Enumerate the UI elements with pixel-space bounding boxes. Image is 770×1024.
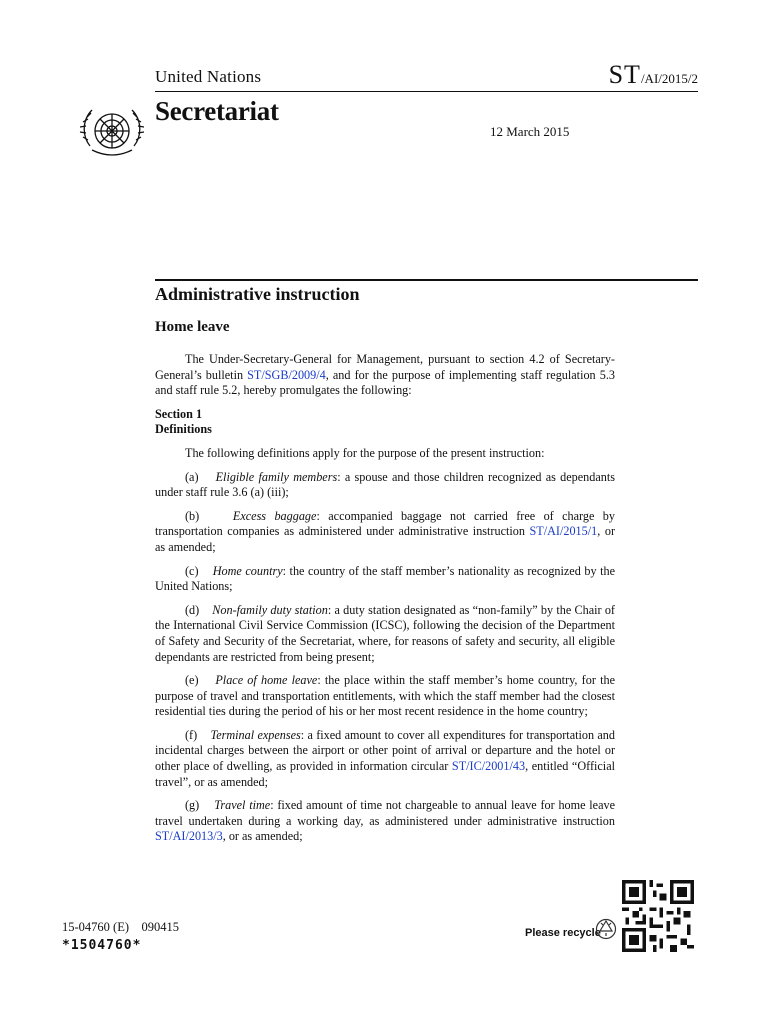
- recycle-icon: [595, 918, 617, 940]
- definition-term: Excess baggage: [232, 508, 317, 523]
- document-date: 12 March 2015: [490, 124, 570, 139]
- date-code: 090415: [141, 920, 179, 934]
- definition-item: (g) Travel time: fixed amount of time not chargeable to annual leave for home leave travel undertaken during a working day, as administered under administrative instruction ST/AI/2013/3, or as amended;: [155, 798, 616, 844]
- document-body: [155, 352, 615, 853]
- definition-term: Travel time: [214, 798, 271, 813]
- definition-item: (a) Eligible family members: a spouse and those children recognized as dependants under staff rule 3.6 (a) (iii);: [155, 469, 615, 500]
- link-st-ai-2015-1[interactable]: ST/AI/2015/1: [529, 524, 598, 539]
- link-st-sgb-2009-4[interactable]: ST/SGB/2009/4: [247, 367, 326, 382]
- intro-paragraph: The Under-Secretary-General for Management, pursuant to section 4.2 of Secretary-General’s bulletin ST/SGB/2009/4, and for the purpose of implementing staff regulation 5.3 and staff rule 5.2, hereby promulgates the following:: [155, 352, 615, 398]
- barcode-number: *1504760*: [62, 938, 142, 953]
- section-title: Definitions: [155, 422, 212, 437]
- document-symbol: [609, 60, 698, 90]
- definitions-intro: The following definitions apply for the purpose of the present instruction:: [185, 445, 545, 460]
- definition-item: (d) Non-family duty station: a duty station designated as “non-family” by the Chair of the International Civil Service Commission (ICSC), following the decision of the Department of Safety and Security of the Secretariat, where, for reasons of safety and security, all eligible dependants are restricted from being present;: [155, 602, 615, 664]
- document-type: Administrative instruction: [155, 284, 360, 304]
- definition-item: (f) Terminal expenses: a fixed amount to cover all expenditures for transportation and incidental charges between the airport or other point of arrival or departure and the hotel or other place of dwelling, as provided in information circular ST/IC/2001/43, entitled “Official travel”, or as amended;: [155, 727, 615, 789]
- link-st-ai-2013-3[interactable]: ST/AI/2013/3: [155, 829, 223, 844]
- job-number: 15-04760 (E) 090415: [62, 920, 179, 934]
- definition-term: Non-family duty station: [212, 602, 328, 617]
- document-subject: Home leave: [155, 319, 230, 335]
- recycle-label: Please recycle: [525, 927, 601, 939]
- definition-term: Home country: [212, 563, 283, 578]
- definition-item: (e) Place of home leave: the place within the staff member’s home country, for the purpose of travel and transportation entitlements, with which the staff member had the closest residential ties during the period of his or her most recent residence in the home country;: [155, 673, 615, 719]
- symbol-rest: /AI/2015/2: [640, 71, 698, 86]
- definition-item: (c) Home country: the country of the staff member’s nationality as recognized by the United Nations;: [155, 563, 615, 594]
- qr-code-icon: [622, 880, 694, 952]
- section-number: Section 1: [155, 406, 203, 421]
- symbol-prefix: ST: [608, 60, 641, 89]
- definition-term: Eligible family members: [215, 469, 338, 484]
- link-st-ic-2001-43[interactable]: ST/IC/2001/43: [451, 759, 526, 774]
- header-rule: [155, 91, 698, 92]
- definition-term: Terminal expenses: [210, 727, 301, 742]
- department-name: Secretariat: [155, 96, 279, 126]
- definition-item: (b) Excess baggage: accompanied baggage not carried free of charge by transportation companies as administered under administrative instruction ST/AI/2015/1, or as amended;: [155, 508, 616, 554]
- organization-name: United Nations: [155, 67, 262, 86]
- definition-term: Place of home leave: [215, 673, 318, 688]
- title-rule: [155, 279, 698, 281]
- un-emblem-icon: [76, 100, 148, 162]
- section-heading: [155, 407, 615, 438]
